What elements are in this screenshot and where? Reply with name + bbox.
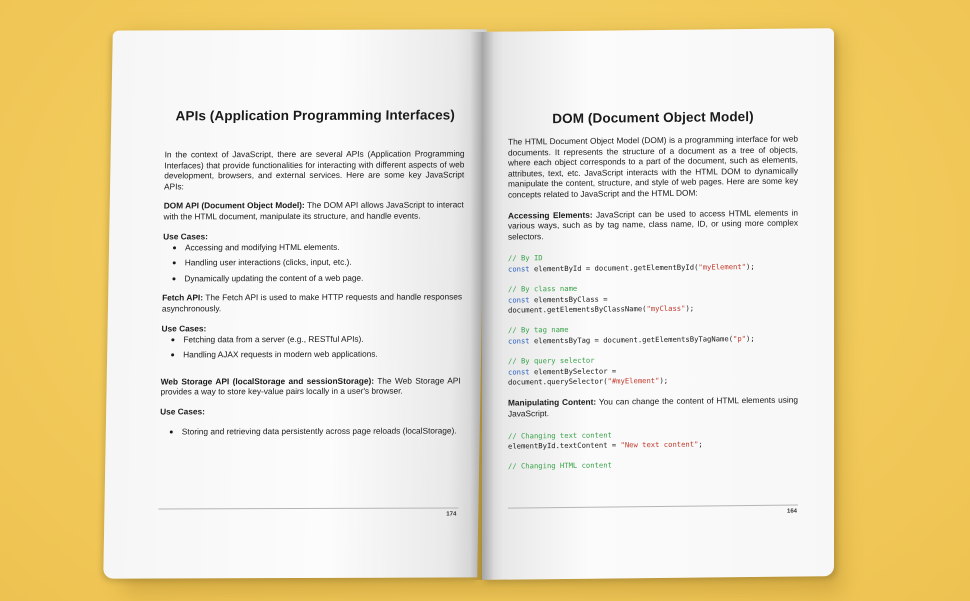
- left-page: [103, 29, 487, 578]
- manipulating-paragraph: [508, 395, 798, 419]
- code-text: document.getElementsByClassName(: [508, 304, 647, 315]
- code-text: document.querySelector(: [508, 376, 608, 387]
- code-comment: // Changing text content: [508, 430, 612, 441]
- right-page-title: DOM (Document Object Model): [552, 108, 754, 127]
- list-item: • Handling user interactions (clicks, input, etc.).: [185, 257, 463, 269]
- code-text: elementsByClass =: [529, 294, 608, 304]
- code-comment: // By tag name: [508, 325, 569, 335]
- list-item: • Storing and retrieving data persistently across page reloads (localStorage).: [182, 425, 460, 437]
- code-text: );: [746, 261, 755, 271]
- right-page-number: 164: [787, 508, 798, 515]
- code-block-by-class: [508, 282, 798, 316]
- fetch-api-use-cases-label: Use Cases:: [161, 322, 207, 334]
- code-comment: // By query selector: [508, 355, 595, 366]
- dom-api-text: The DOM API allows JavaScript to interact with the HTML document, manipulate its structure, and handle events.: [163, 199, 464, 222]
- code-comment: // Changing HTML content: [508, 460, 612, 471]
- left-page-title: APIs (Application Programming Interfaces): [175, 107, 456, 124]
- left-footer-line: [158, 507, 458, 509]
- accessing-paragraph: [508, 207, 798, 242]
- code-string: "myElement": [698, 261, 747, 272]
- fetch-api-paragraph: [162, 292, 462, 314]
- fetch-api-use-cases: [161, 333, 461, 360]
- code-string: "p": [733, 333, 747, 343]
- accessing-text: JavaScript can be used to access HTML elements in various ways, such as by tag name, class name, ID, or using more complex selectors.: [508, 207, 798, 242]
- left-page-number: 174: [446, 511, 457, 518]
- code-comment: // By class name: [508, 284, 578, 294]
- code-text: );: [746, 333, 755, 343]
- list-item: • Fetching data from a server (e.g., RESTful APIs).: [183, 333, 461, 345]
- fetch-api-text: The Fetch API is used to make HTTP requests and handle responses asynchronously.: [161, 291, 463, 314]
- right-footer-line: [508, 505, 798, 509]
- code-comment: // By ID: [508, 253, 543, 263]
- right-intro: The HTML Document Object Model (DOM) is a programming interface for web documents. It represents the structure of a document as a tree of objects, where each object corresponds to a part of the document, such as elements, attributes, text, etc. JavaScript interacts with the HTML DOM to dynamically manipulate the content, structure, and style of web pages. Here are some key concepts related to JavaScript and the HTML DOM:: [508, 133, 798, 200]
- list-item: • Accessing and modifying HTML elements.: [185, 241, 463, 253]
- code-text: );: [659, 375, 669, 385]
- code-text: elementById = document.getElementById(: [529, 262, 699, 274]
- code-block-by-id: [508, 251, 798, 275]
- dom-api-use-cases-label: Use Cases:: [163, 230, 209, 242]
- list-item: • Handling AJAX requests in modern web applications.: [183, 349, 461, 361]
- dom-api-use-cases: [162, 241, 463, 284]
- accessing-heading: Accessing Elements:: [508, 209, 593, 221]
- code-string: "New text content": [620, 439, 699, 450]
- code-block-by-tag: [508, 323, 798, 347]
- dom-api-paragraph: [163, 200, 463, 222]
- code-block-by-selector: [508, 354, 798, 388]
- list-item: • Dynamically updating the content of a web page.: [184, 272, 462, 284]
- code-keyword: const: [508, 294, 530, 305]
- code-block-html-content: [508, 459, 798, 472]
- code-text: elementById.textContent =: [508, 440, 621, 451]
- storage-api-text: The Web Storage API provides a way to store key-value pairs locally in a user's browser.: [160, 375, 461, 397]
- storage-api-use-cases: [160, 425, 460, 437]
- storage-api-heading: Web Storage API (localStorage and sessionStorage):: [160, 375, 375, 387]
- open-book: [108, 18, 838, 583]
- code-text: ;: [698, 439, 703, 449]
- code-text: elementsByTag = document.getElementsByTagName(: [529, 333, 734, 346]
- storage-api-paragraph: [160, 375, 460, 397]
- right-page-content: [508, 109, 798, 483]
- left-intro: In the context of JavaScript, there are several APIs (Application Programming Interfaces) that provide functionalities for interacting with different aspects of web development, browsers, and external services. Here are some key JavaScript APIs:: [163, 148, 465, 192]
- dom-api-heading: DOM API (Document Object Model):: [163, 200, 305, 211]
- code-text: );: [685, 303, 695, 313]
- storage-api-use-cases-label: Use Cases:: [160, 406, 205, 417]
- book-gutter: [470, 32, 494, 580]
- code-keyword: const: [508, 336, 530, 346]
- code-keyword: const: [508, 264, 530, 274]
- manipulating-heading: Manipulating Content:: [508, 397, 597, 408]
- code-string: "myClass": [646, 303, 686, 314]
- left-page-content: [160, 107, 466, 446]
- code-block-text-content: [508, 428, 798, 452]
- code-keyword: const: [508, 366, 530, 377]
- code-text: elementBySelector =: [529, 366, 617, 376]
- fetch-api-heading: Fetch API:: [162, 292, 204, 303]
- manipulating-text: You can change the content of HTML elements using JavaScript.: [508, 394, 798, 419]
- right-page: [482, 28, 834, 580]
- code-string: "#myElement": [607, 375, 660, 386]
